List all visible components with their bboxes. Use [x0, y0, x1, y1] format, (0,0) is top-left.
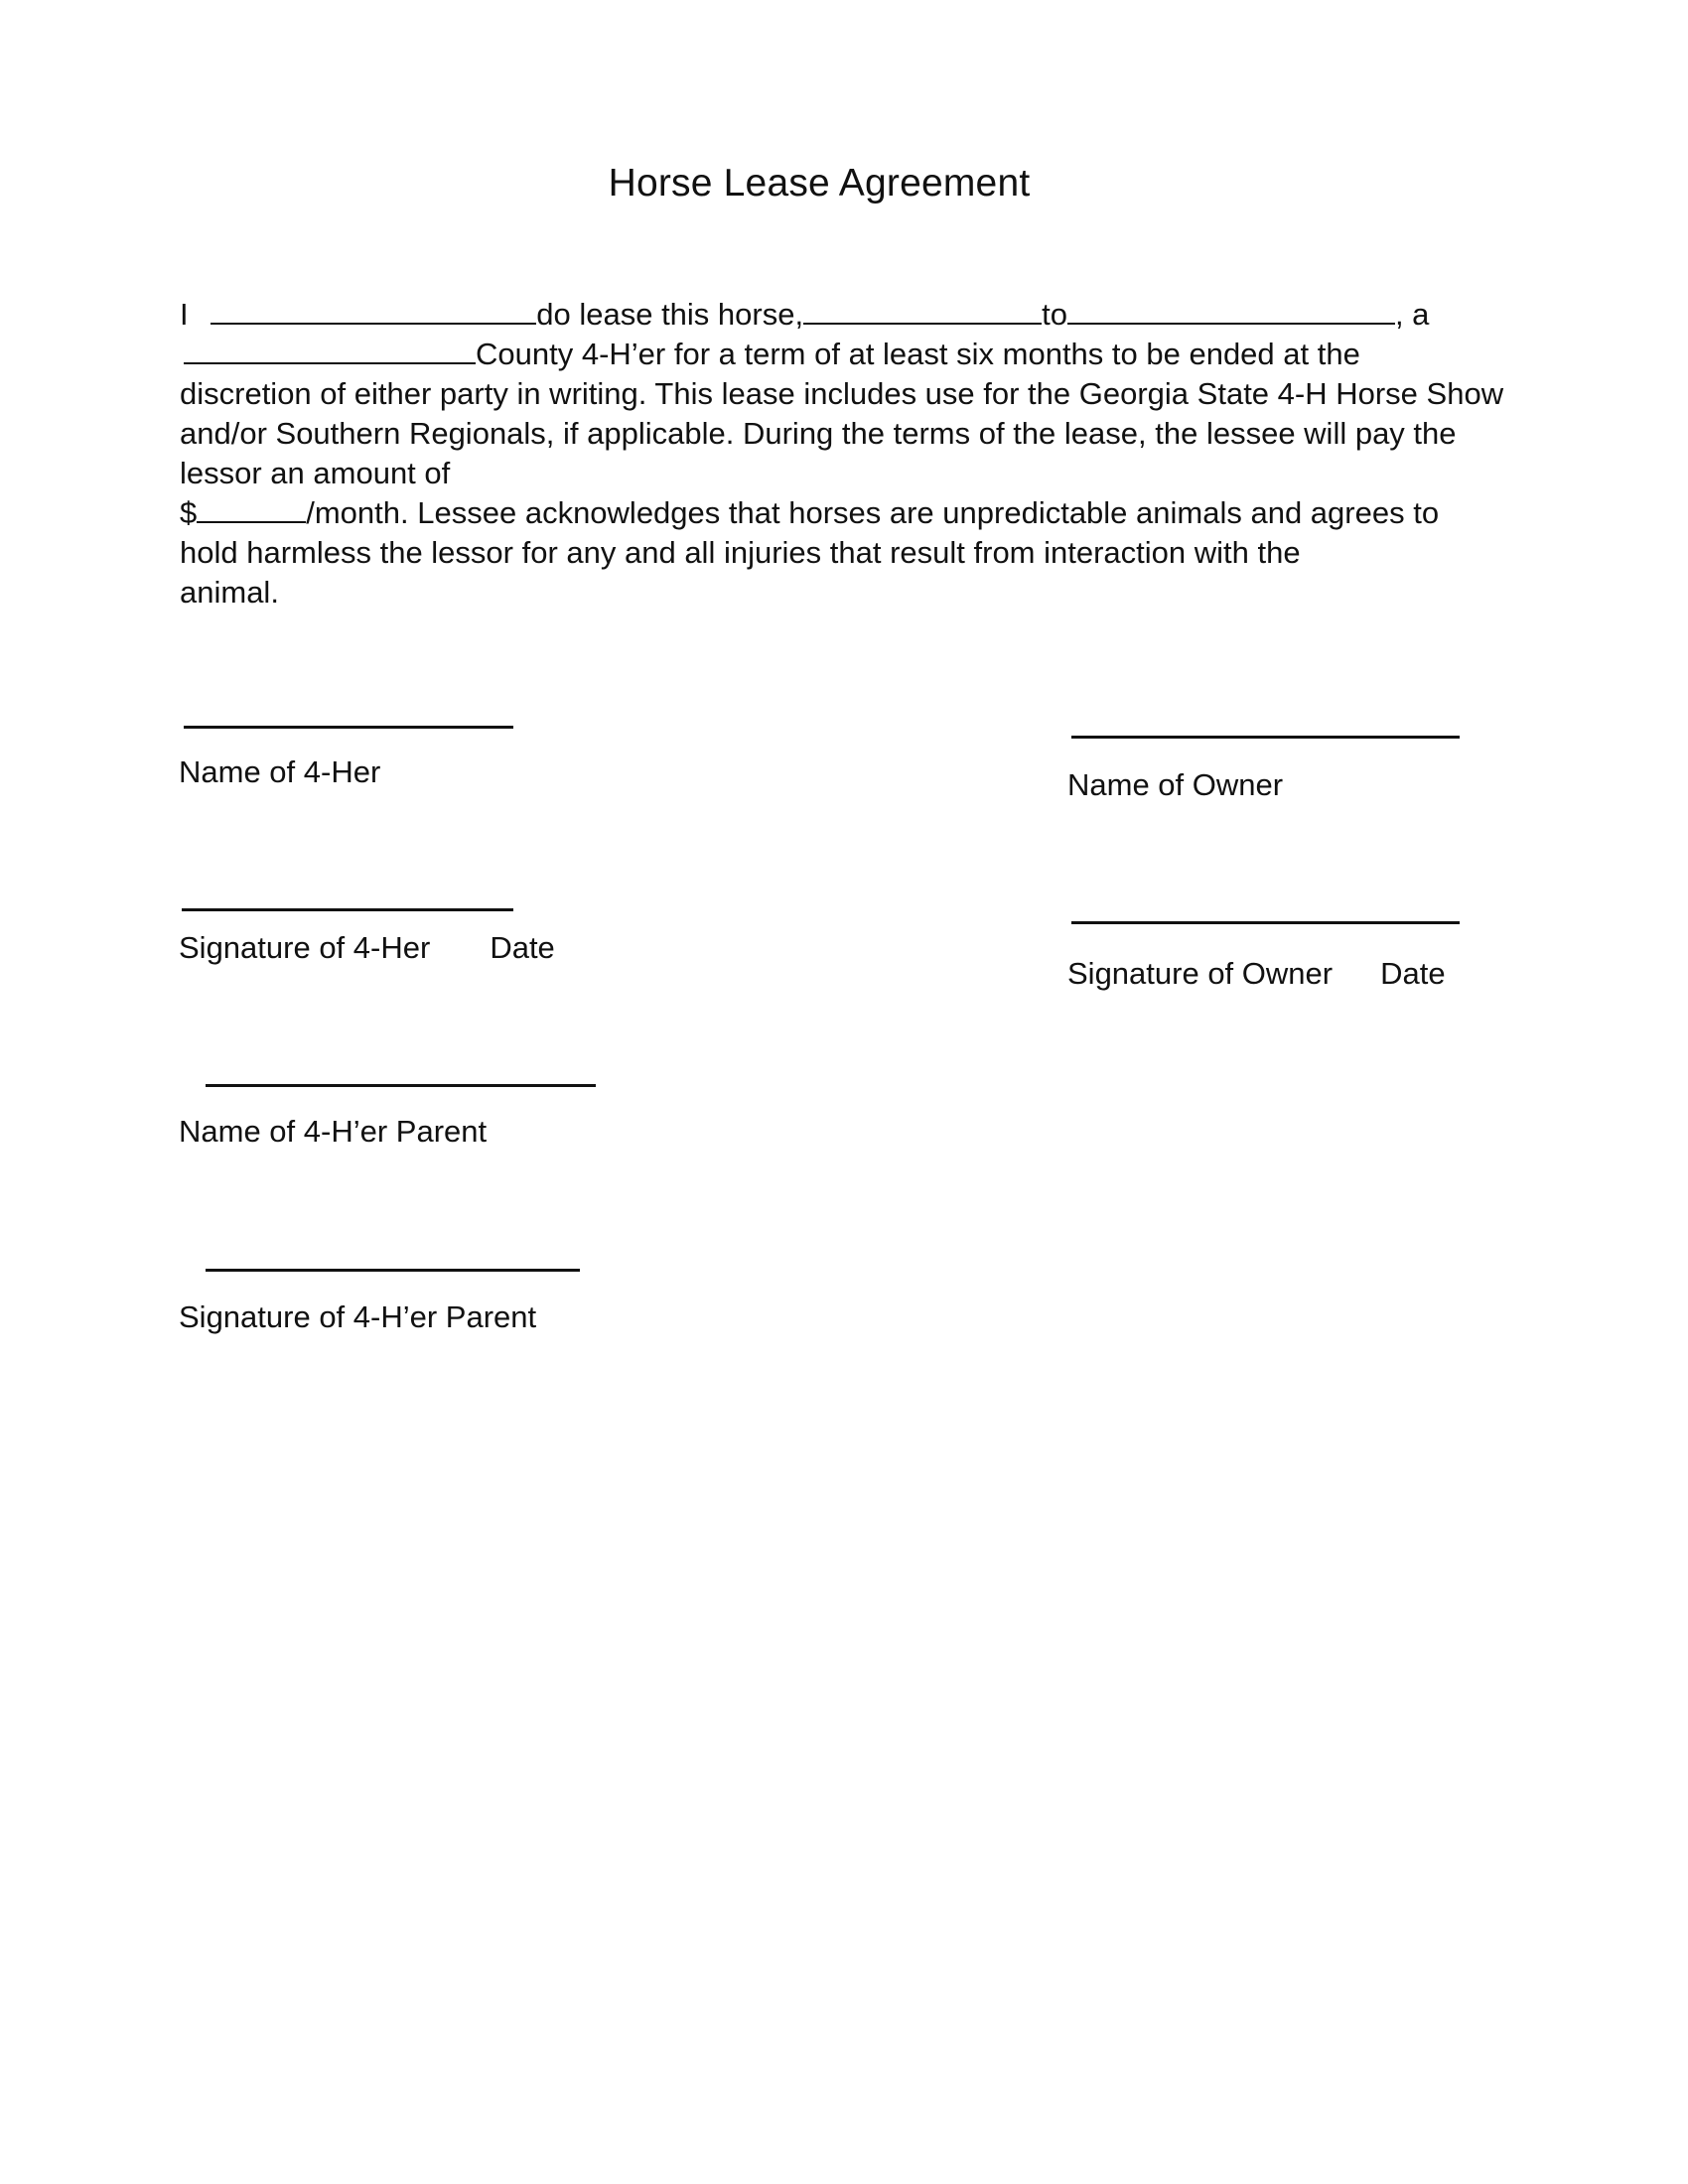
lessee-name-blank[interactable] [1067, 295, 1395, 325]
text-county: County 4-H’er for a term of at least six months to be ended at the [476, 337, 1360, 371]
signature-4her-label: Signature of 4-Her [179, 930, 431, 965]
text-month: /month. Lessee acknowledges that horses are unpredictable animals and agrees to [306, 495, 1440, 530]
lessor-name-blank[interactable] [211, 295, 536, 325]
text-dollar: $ [180, 495, 198, 530]
name-parent-label: Name of 4-H’er Parent [179, 1114, 488, 1149]
name-parent-line[interactable] [206, 1084, 596, 1087]
signature-owner-line[interactable] [1071, 921, 1460, 924]
text-to: to [1042, 297, 1067, 332]
paragraph-line-2 [180, 335, 1360, 374]
signature-parent-label: Signature of 4-H’er Parent [179, 1299, 537, 1334]
signature-parent-line[interactable] [206, 1269, 580, 1272]
paragraph-line-1 [180, 295, 1429, 335]
paragraph-line-7: hold harmless the lessor for any and all injuries that result from interaction with the [180, 535, 1301, 570]
text-do-lease: do lease this horse, [536, 297, 804, 332]
paragraph-line-3: discretion of either party in writing. This lease includes use for the Georgia State 4-H Horse Show [180, 376, 1504, 411]
text-a: , a [1394, 297, 1430, 332]
name-4her-line[interactable] [184, 726, 513, 729]
signature-owner-date-label: Date [1380, 956, 1446, 991]
signature-4her-line[interactable] [182, 908, 513, 911]
signature-owner-label-row [1067, 956, 1446, 992]
signature-owner-label: Signature of Owner [1067, 956, 1334, 991]
paragraph-line-5: lessor an amount of [180, 456, 451, 490]
amount-blank[interactable] [197, 493, 306, 523]
horse-name-blank[interactable] [803, 295, 1042, 325]
name-owner-line[interactable] [1071, 736, 1460, 739]
name-owner-label: Name of Owner [1067, 767, 1284, 802]
county-blank[interactable] [184, 335, 476, 364]
paragraph-line-4: and/or Southern Regionals, if applicable. During the terms of the lease, the lessee will pay the [180, 416, 1457, 451]
paragraph-line-6 [180, 493, 1439, 533]
text-i: I [180, 297, 189, 332]
document-title: Horse Lease Agreement [608, 162, 1031, 205]
paragraph-line-8: animal. [180, 575, 279, 610]
name-4her-label: Name of 4-Her [179, 754, 381, 789]
signature-4her-label-row [179, 930, 555, 966]
signature-4her-date-label: Date [490, 930, 555, 965]
